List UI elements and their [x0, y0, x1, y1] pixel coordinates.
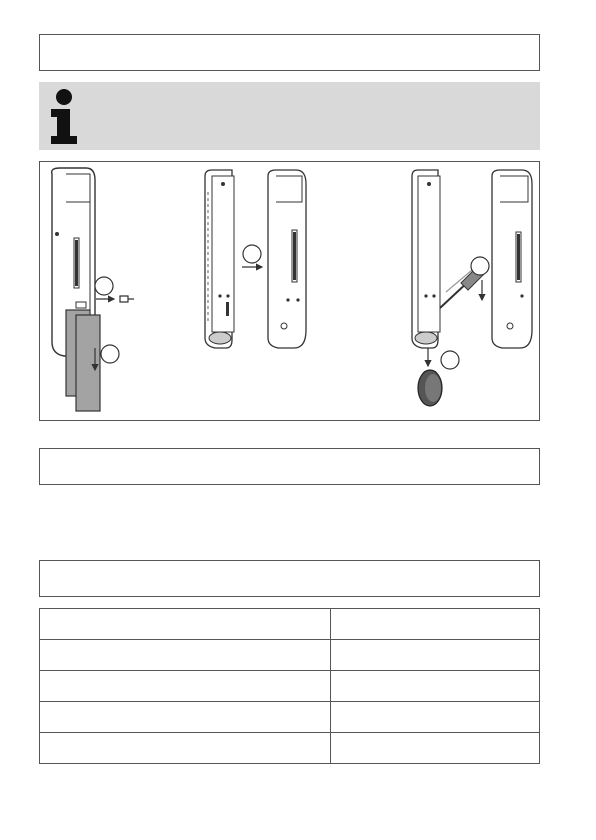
- table-cell-label: [40, 609, 331, 640]
- info-i-icon: [45, 86, 85, 146]
- step-marker: [95, 277, 134, 302]
- table-cell-value: [331, 702, 540, 733]
- coin-battery-icon: [418, 348, 459, 406]
- table-cell-label: [40, 733, 331, 764]
- table-cell-label: [40, 640, 331, 671]
- table-cell-value: [331, 733, 540, 764]
- step-marker: [242, 245, 262, 267]
- remote-device-closed-right: [492, 170, 532, 348]
- table-cell-label: [40, 671, 331, 702]
- table-row: [40, 609, 540, 640]
- battery-replacement-figure: [39, 161, 540, 421]
- remote-device-battery-slot: [412, 170, 440, 348]
- section-title-box: [39, 34, 540, 71]
- specification-table: [39, 608, 540, 764]
- section-title-box: [39, 448, 540, 485]
- table-cell-value: [331, 671, 540, 702]
- screw-icon: [120, 296, 134, 302]
- table-cell-value: [331, 640, 540, 671]
- table-cell-label: [40, 702, 331, 733]
- battery-replacement-illustration: [40, 162, 539, 420]
- table-cell-value: [331, 609, 540, 640]
- remote-device-open-back: [205, 170, 234, 348]
- remote-device-open-front: [268, 170, 306, 348]
- table-row: [40, 702, 540, 733]
- table-row: [40, 733, 540, 764]
- info-note-banner: [39, 82, 540, 150]
- table-row: [40, 671, 540, 702]
- section-title-box: [39, 560, 540, 597]
- table-row: [40, 640, 540, 671]
